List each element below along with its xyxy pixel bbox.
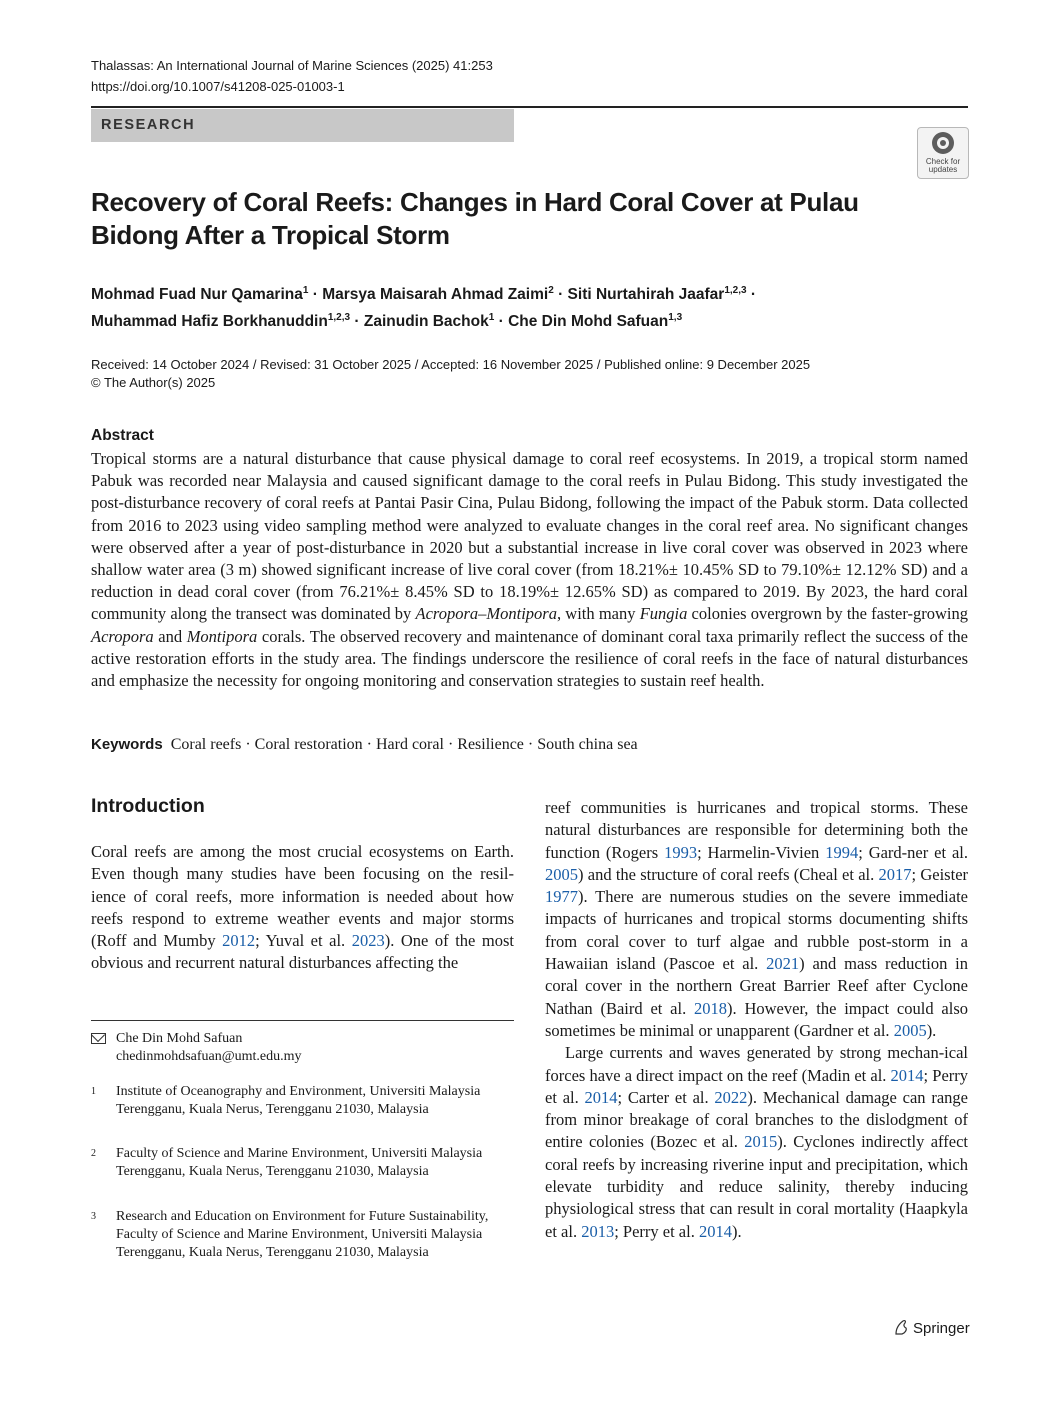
article-type-label: RESEARCH [101, 117, 196, 133]
envelope-icon [91, 1033, 106, 1044]
intro-right-column [545, 797, 968, 1243]
introduction-heading: Introduction [91, 795, 205, 817]
author-affiliation: 1,2,3 [724, 285, 747, 296]
publisher-logo [893, 1318, 970, 1337]
author-affiliation: 1 [488, 312, 495, 324]
citation-link[interactable]: 1994 [825, 842, 859, 862]
citation-link[interactable]: 2012 [222, 931, 256, 951]
publication-dates [91, 356, 810, 392]
corresponding-email[interactable]: chedinmohdsafuan@umt.edu.my [116, 1049, 302, 1064]
keyword: Coral reefs [170, 736, 242, 753]
author-name[interactable]: Siti Nurtahirah Jaafar [567, 286, 725, 304]
citation-link[interactable]: 2014 [698, 1221, 732, 1241]
abstract-heading: Abstract [91, 427, 154, 444]
header-rule [91, 106, 968, 108]
author-name[interactable]: Marsya Maisarah Ahmad Zaimi [322, 286, 549, 304]
citation-link[interactable]: 2013 [581, 1221, 615, 1241]
citation-link[interactable]: 1977 [545, 887, 578, 907]
intro-paragraph: Large currents and waves generated by strong mechan-ical forces have a direct impact on the reef (Madin et al. 2014; Perry et al. 2014; Carter et al. 2022). Mechanical damage can range from minor breakage of coral branches to the dislodgment of entire colonies (Bozec et al. 2015). Cyclones indirectly affect coral reefs by increasing riverine input and precipitation, which elevate turbidity and reduce salinity, thereby inducing physiological stress that can result in coral mortality (Haapkyla et al. 2013; Perry et al. 2014). [545, 1043, 969, 1241]
copyright-line: © The Author(s) 2025 [91, 375, 216, 390]
intro-left-column: Coral reefs are among the most crucial ecosystems on Earth. Even though many studies have been focusing on the resil-ience of coral reefs, more information is needed about how reefs respond to extreme weather events and major storms (Roff and Mumby 2012; Yuval et al. 2023). One of the most obvious and recurrent natural disturbances affecting the [91, 842, 514, 973]
doi-link[interactable]: https://doi.org/10.1007/s41208-025-01003-1 [91, 79, 345, 94]
check-for-updates-label: Check for updates [925, 157, 961, 174]
citation-link[interactable]: 2021 [766, 954, 800, 974]
intro-paragraph: reef communities is hurricanes and tropical storms. These natural disturbances are responsible for determining both the function (Rogers 1993; Harmelin-Vivien 1994; Gard-ner et al. 2005) and the structure of coral reefs (Cheal et al. 2017; Geister 1977). There are numerous studies on the severe immediate impacts of hurricanes and tropical storms documenting shifts from coral cover to turf algae and rubble post-storm in a Hawaiian island (Pascoe et al. 2021) and mass reduction in coral cover in the northern Great Barrier Reef after Cyclone Nathan (Baird et al. 2018). However, the impact could also sometimes be minimal or unapparent (Gardner et al. 2005). [545, 798, 969, 1040]
keyword: Hard coral [375, 736, 444, 753]
springer-horse-icon [893, 1318, 909, 1336]
citation-link[interactable]: 2023 [351, 931, 385, 951]
affiliation-number: 2 [91, 1148, 96, 1159]
article-title: Recovery of Coral Reefs: Changes in Hard Coral Cover at Pulau Bidong After a Tropical Storm [91, 187, 859, 250]
author-list: Mohmad Fuad Nur Qamarina$^1$ · Marsya Maisarah Ahmad Zaimi$^2$ · Siti Nurtahirah Jaafar$^{1,2,3}$ · Muhammad Hafiz Borkhanuddin$^{1,2,3}$ · Zainudin Bachok$^1$ · Che Din Mohd Safuan$^{1,3}$ [91, 285, 757, 331]
citation-link[interactable]: 2005 [893, 1020, 927, 1040]
history-dates: Received: 14 October 2024 / Revised: 31 October 2025 / Accepted: 16 November 2025 / Published online: 9 December 2025 [91, 357, 811, 372]
check-for-updates-badge[interactable] [917, 127, 969, 179]
footnote-rule [91, 1020, 514, 1021]
author-affiliation: 1,3 [668, 312, 683, 324]
author-affiliation: 1 [302, 285, 309, 296]
publisher-name: Springer [913, 1320, 970, 1337]
affiliation-2 [91, 1145, 514, 1181]
keyword: South china sea [537, 736, 638, 753]
citation-link[interactable]: 1993 [664, 842, 698, 862]
affiliation-number: 1 [91, 1086, 96, 1097]
crossmark-icon [932, 132, 954, 154]
keywords-label: Keywords [91, 736, 163, 753]
affiliation-text: Research and Education on Environment for Future Sustainability, Faculty of Science and Marine Environment, Universiti Malaysia Terengganu, Kuala Nerus, Terengganu 21030, Malaysia [116, 1209, 489, 1260]
author-affiliation: 2 [548, 285, 554, 296]
corresponding-name: Che Din Mohd Safuan [116, 1031, 243, 1046]
keywords-line: Keywords Coral reefs · Coral restoration · Hard coral · Resilience · South china sea [91, 736, 638, 753]
author-affiliation: 1,2,3 [327, 312, 351, 324]
citation-link[interactable]: 2018 [694, 998, 728, 1018]
affiliation-text: Institute of Oceanography and Environment, Universiti Malaysia Terengganu, Kuala Nerus, Terengganu 21030, Malaysia [116, 1084, 481, 1117]
affiliation-3 [91, 1208, 514, 1262]
citation-link[interactable]: 2014 [890, 1065, 924, 1085]
abstract-text: Tropical storms are a natural disturbance that cause physical damage to coral reef ecosystems. In 2019, a tropical storm named Pabuk was recorded near Malaysia and caused significant damage to the coral reefs in Pulau Bidong. This study investigated the post-disturbance recovery of coral reefs at Pantai Pasir Cina, Pulau Bidong, following the impact of the Pabuk storm. Data collected from 2016 to 2023 using video sampling method were analyzed to evaluate changes in the coral reef area. No significant changes were observed after a year of post-disturbance in 2020 but a substantial increase in live coral cover was observed in 2023 where shallow water area (3 m) showed significant increase of live coral cover (from 18.21%± 10.45% SD to 79.10%± 12.12% SD) and a reduction in dead coral cover (from 76.21%± 8.45% SD to 18.19%± 12.65% SD) as compared to 2019. By 2023, the hard coral community along the transect was dominated by Acropora–Montipora, with many Fungia colonies overgrown by the faster-growing Acropora and Montipora corals. The observed recovery and maintenance of dominant coral taxa primarily reflect the success of the active restoration efforts in the study area. The findings underscore the resilience of coral reefs in the face of natural disturbances and emphasize the necessity for ongoing monitoring and conservation strategies to sustain reef health. [91, 449, 968, 691]
corresponding-author [91, 1030, 514, 1066]
citation-link[interactable]: 2017 [878, 864, 912, 884]
author-name[interactable]: Che Din Mohd Safuan [508, 313, 669, 331]
keyword: Resilience [457, 736, 524, 753]
affiliation-text: Faculty of Science and Marine Environment, Universiti Malaysia Terengganu, Kuala Nerus, Terengganu 21030, Malaysia [116, 1146, 483, 1179]
keyword: Coral restoration [254, 736, 363, 753]
citation-link[interactable]: 2005 [545, 864, 578, 884]
affiliation-1 [91, 1083, 514, 1119]
journal-citation: Thalassas: An International Journal of Marine Sciences (2025) 41:253 [91, 58, 493, 73]
author-name[interactable]: Muhammad Hafiz Borkhanuddin [91, 313, 328, 331]
citation-link[interactable]: 2014 [584, 1087, 618, 1107]
author-name[interactable]: Zainudin Bachok [363, 313, 489, 331]
affiliation-number: 3 [91, 1211, 96, 1222]
citation-link[interactable]: 2015 [744, 1132, 778, 1152]
author-name[interactable]: Mohmad Fuad Nur Qamarina [91, 286, 303, 304]
citation-link[interactable]: 2022 [714, 1087, 748, 1107]
article-type-bar [91, 109, 514, 142]
